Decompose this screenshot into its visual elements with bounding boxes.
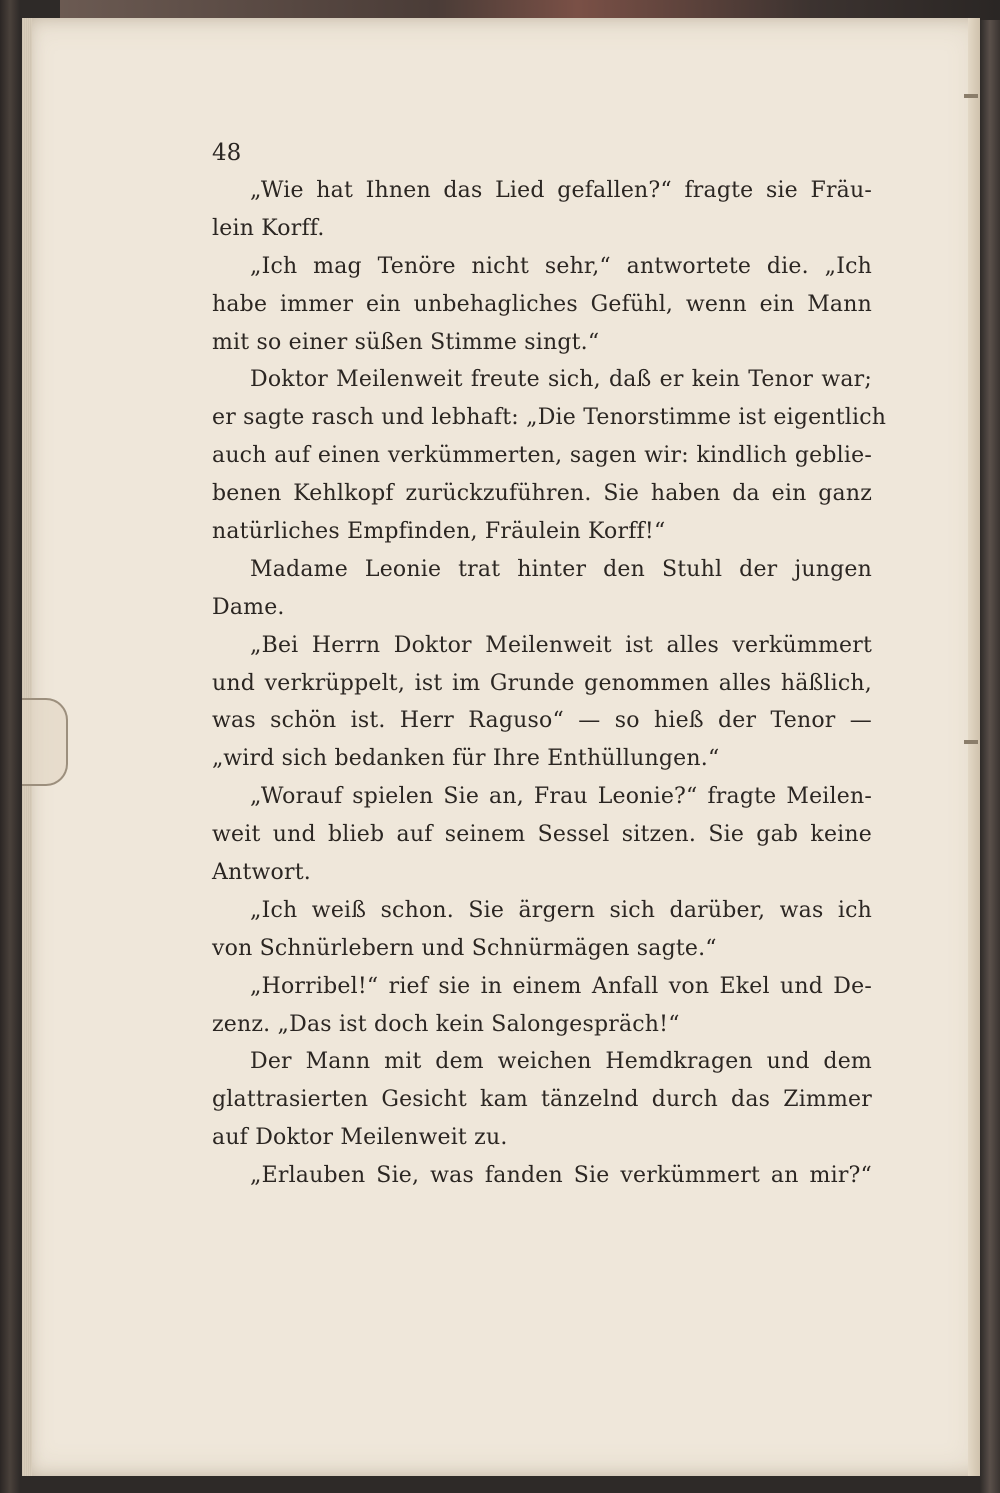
edge-mark — [964, 94, 978, 98]
text-line: lein Korff. — [212, 215, 325, 241]
text-line: „Erlauben Sie, was fanden Sie verkümmert an mir?“ — [250, 1163, 872, 1189]
text-line: habe immer ein unbehagliches Gefühl, wenn ein Mann — [212, 291, 872, 317]
text-line: Dame. — [212, 594, 285, 620]
text-line: von Schnürlebern und Schnürmägen sagte.“ — [212, 935, 717, 961]
text-line: benen Kehlkopf zurückzuführen. Sie haben da ein ganz — [212, 481, 872, 507]
text-line: mit so einer süßen Stimme singt.“ — [212, 329, 600, 355]
page-stack-edge-right — [968, 18, 980, 1476]
clasp-shape — [22, 698, 68, 786]
text-line: natürliches Empfinden, Fräulein Korff!“ — [212, 519, 666, 545]
text-line: auch auf einen verkümmerten, sagen wir: kindlich geblie- — [212, 443, 872, 469]
text-line: Antwort. — [212, 860, 311, 886]
text-line: Doktor Meilenweit freute sich, daß er kein Tenor war; — [250, 367, 872, 393]
text-line: glattrasierten Gesicht kam tänzelnd durch das Zimmer — [212, 1087, 872, 1113]
text-block — [212, 136, 887, 1195]
text-line: auf Doktor Meilenweit zu. — [212, 1125, 508, 1151]
text-line: „wird sich bedanken für Ihre Enthüllungen.“ — [212, 746, 720, 772]
page-number: 48 — [212, 140, 242, 166]
text-line: „Bei Herrn Doktor Meilenweit ist alles verkümmert — [250, 632, 872, 658]
text-line: zenz. „Das ist doch kein Salongespräch!“ — [212, 1011, 680, 1037]
text-line: und verkrüppelt, ist im Grunde genommen alles häßlich, — [212, 670, 872, 696]
text-line: Der Mann mit dem weichen Hemdkragen und dem — [250, 1049, 872, 1075]
top-cover-strip — [60, 0, 1000, 20]
text-line: „Ich weiß schon. Sie ärgern sich darüber, was ich — [250, 897, 872, 923]
text-lines — [212, 172, 887, 1195]
text-line: Madame Leonie trat hinter den Stuhl der jungen — [250, 556, 872, 582]
text-line: er sagte rasch und lebhaft: „Die Tenorstimme ist eigentlich — [212, 405, 887, 431]
text-line: „Worauf spielen Sie an, Frau Leonie?“ fragte Meilen- — [250, 784, 872, 810]
text-line: „Wie hat Ihnen das Lied gefallen?“ fragte sie Fräu- — [250, 178, 872, 203]
text-line: weit und blieb auf seinem Sessel sitzen. Sie gab keine — [212, 822, 872, 848]
edge-mark — [964, 740, 978, 744]
text-line: was schön ist. Herr Raguso“ — so hieß der Tenor — — [212, 708, 872, 734]
text-line: „Ich mag Tenöre nicht sehr,“ antwortete die. „Ich — [250, 253, 872, 279]
text-line: „Horribel!“ rief sie in einem Anfall von Ekel und De- — [250, 973, 872, 999]
book-page — [22, 18, 980, 1476]
